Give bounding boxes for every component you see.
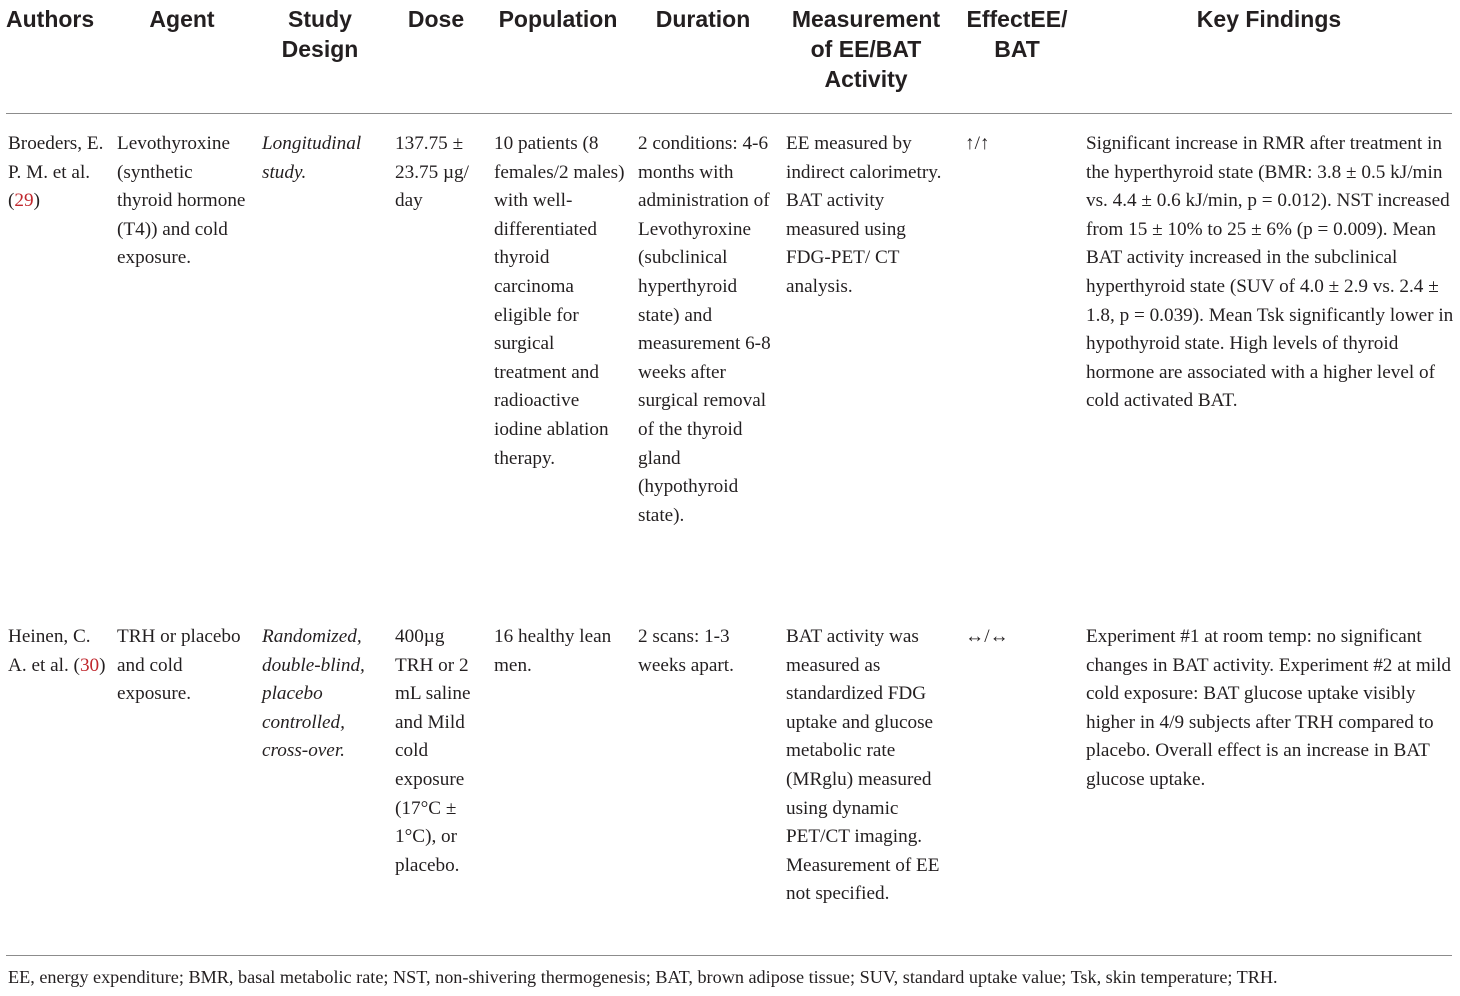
table-row-2-key-findings: Experiment #1 at room temp: no significant changes in BAT activity. Experiment #2 at mild cold exposure: BAT glucose uptake visibly higher in 4/9 subjects after TRH compared to placebo. Overall effect is an increase in BAT glucose uptake. — [1086, 626, 1452, 790]
header-duration: Duration — [655, 6, 751, 32]
header-study-design: Study Design — [281, 6, 359, 62]
header-dose: Dose — [407, 6, 465, 32]
header-measurement: Measurement of EE/BAT Activity — [791, 6, 941, 92]
authors-text: Heinen, C. A. et al. ( — [8, 626, 91, 676]
header-effect: EffectEE/ BAT — [966, 6, 1068, 62]
table-row-1-agent: Levothyroxine (synthetic thyroid hormone (T4)) and cold exposure. — [117, 133, 246, 269]
table-row-1-measurement: EE measured by indirect calorimetry. BAT activity measured using FDG-PET/ CT analysis. — [786, 133, 942, 297]
table-row-2-duration: 2 scans: 1-3 weeks apart. — [638, 626, 734, 676]
authors-close: ) — [99, 654, 106, 676]
table-row-2-study-design: Randomized, double-blind, placebo controlled, cross-over. — [262, 626, 365, 762]
table-row-2-effect: ↔/↔ — [965, 626, 1009, 647]
reference-link[interactable]: 29 — [14, 190, 34, 212]
table-row-2-population: 16 healthy lean men. — [494, 626, 612, 676]
footer-divider — [6, 955, 1452, 956]
authors-close: ) — [33, 190, 40, 212]
header-authors: Authors — [6, 6, 95, 32]
table-footnote: EE, energy expenditure; BMR, basal metabolic rate; NST, non-shivering thermogenesis; BAT, brown adipose tissue; SUV, standard uptake value; Tsk, skin temperature; TRH. — [8, 967, 1278, 987]
table-row-1-authors — [8, 130, 108, 216]
table-row-1-effect: ↑/↑ — [965, 133, 990, 154]
header-divider — [6, 113, 1452, 114]
table-row-2-dose: 400µg TRH or 2 mL saline and Mild cold exposure (17°C ± 1°C), or placebo. — [395, 626, 471, 876]
header-population: Population — [498, 6, 618, 32]
table-row-2-authors — [8, 623, 108, 680]
table-row-1-population: 10 patients (8 females/2 males) with well-differentiated thyroid carcinoma eligible for surgical treatment and radioactive iodine ablation therapy. — [494, 133, 625, 469]
table-row-1-duration: 2 conditions: 4-6 months with administration of Levothyroxine (subclinical hyperthyroid state) and measurement 6-8 weeks after surgical removal of the thyroid gland (hypothyroid state). — [638, 133, 771, 526]
authors-text: Broeders, E. P. M. et al. ( — [8, 133, 104, 212]
reference-link[interactable]: 30 — [79, 654, 100, 676]
table-row-2-measurement: BAT activity was measured as standardized FDG uptake and glucose metabolic rate (MRglu) measured using dynamic PET/CT imaging. Measurement of EE not specified. — [786, 626, 940, 905]
header-agent: Agent — [149, 6, 215, 32]
header-key-findings: Key Findings — [1196, 6, 1342, 32]
table-row-1-key-findings: Significant increase in RMR after treatment in the hyperthyroid state (BMR: 3.8 ± 0.5 kJ/min vs. 4.4 ± 0.6 kJ/min, p = 0.012). NST increased from 15 ± 10% to 25 ± 6% (p = 0.009). Mean BAT activity increased in the subclinical hyperthyroid state (SUV of 4.0 ± 2.9 vs. 2.4 ± 1.8, p = 0.039). Mean Tsk significantly lower in hypothyroid state. High levels of thyroid hormone are associated with a higher level of cold activated BAT. — [1086, 133, 1454, 412]
table-row-1-study-design: Longitudinal study. — [262, 133, 362, 183]
table-row-2-agent: TRH or placebo and cold exposure. — [117, 626, 241, 705]
table-row-1-dose: 137.75 ± 23.75 µg/ day — [395, 133, 469, 212]
